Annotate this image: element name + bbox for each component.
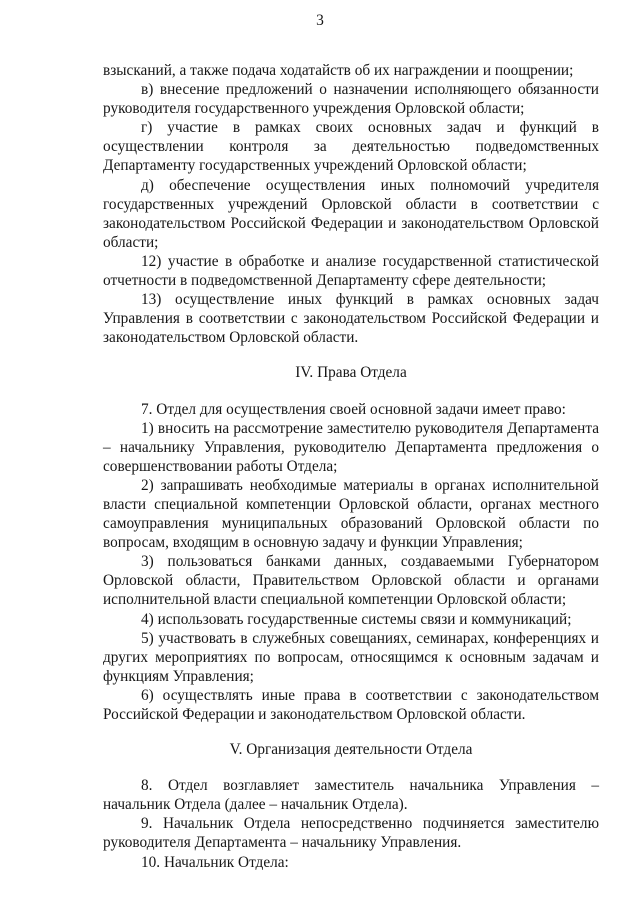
document-body [103, 61, 599, 872]
paragraph-item-12: 12) участие в обработке и анализе государственной статистической отчетности в подведомственной Департаменту сфере деятельности; [103, 252, 599, 290]
section-heading-rights: IV. Права Отдела [295, 364, 407, 382]
paragraph-clause-8: 8. Отдел возглавляет заместитель начальника Управления – начальник Отдела (далее – начальник Отдела). [103, 777, 599, 814]
paragraph-right-5: 5) участвовать в служебных совещаниях, семинарах, конференциях и других мероприятиях по вопросам, относящимся к основным задачам и функциям Управления; [103, 629, 599, 685]
paragraph-clause-10: 10. Начальник Отдела: [141, 853, 289, 871]
paragraph-item-g: г) участие в рамках своих основных задач и функций в осуществлении контроля за деятельностью подведомственных Департаменту государственных учреждений Орловской области; [103, 119, 599, 175]
paragraph-continuation: взысканий, а также подача ходатайств об их награждении и поощрении; [103, 62, 574, 79]
paragraph-clause-7: 7. Отдел для осуществления своей основной задачи имеет право: [141, 400, 566, 418]
paragraph-right-2: 2) запрашивать необходимые материалы в органах исполнительной власти специальной компетенции Орловской области, органах местного самоуправления муниципальных образований Орловской области по вопросам, входящим в основную задачу и функции Управления; [103, 476, 599, 552]
paragraph-right-6: 6) осуществлять иные права в соответствии с законодательством Российской Федерации и законодательством Орловской области. [103, 686, 599, 723]
section-heading-organization: V. Организация деятельности Отдела [229, 741, 473, 759]
paragraph-clause-9: 9. Начальник Отдела непосредственно подчиняется заместителю руководителя Департамента – начальнику Управления. [103, 815, 599, 852]
paragraph-right-1: 1) вносить на рассмотрение заместителю руководителя Департамента – начальнику Управления, руководителю Департамента предложения о совершенствовании работы Отдела; [103, 419, 599, 475]
paragraph-right-4: 4) использовать государственные системы связи и коммуникаций; [141, 610, 572, 628]
paragraph-item-13: 13) осуществление иных функций в рамках основных задач Управления в соответствии с законодательством Российской Федерации и законодательством Орловской области. [103, 291, 599, 347]
page-number: 3 [316, 12, 324, 29]
paragraph-item-v: в) внесение предложений о назначении исполняющего обязанности руководителя государственного учреждения Орловской области; [103, 81, 599, 118]
paragraph-item-d: д) обеспечение осуществления иных полномочий учредителя государственных учреждений Орловской области в соответствии с законодательством Российской Федерации и законодательством Орловской области; [103, 176, 599, 251]
paragraph-right-3: 3) пользоваться банками данных, создаваемыми Губернатором Орловской области, Правительством Орловской области и органами исполнительной власти специальной компетенции Орловской области; [103, 553, 599, 609]
